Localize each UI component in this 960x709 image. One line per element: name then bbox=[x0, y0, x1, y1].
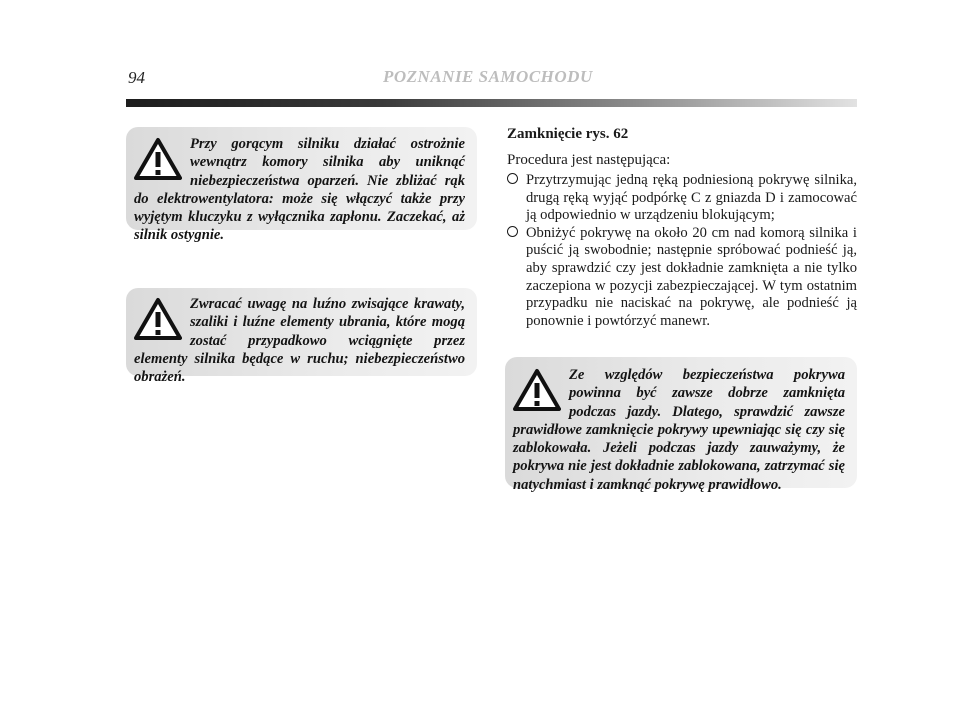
procedure-step bbox=[507, 172, 857, 225]
warning-box-hot-engine bbox=[126, 127, 477, 244]
procedure-step bbox=[507, 225, 857, 331]
section-heading: Zamknięcie rys. 62 bbox=[507, 126, 629, 142]
warning-triangle-icon bbox=[134, 137, 182, 181]
warning-text-hot-engine: Przy gorącym silniku działać ostrożnie wewnątrz komory silnika aby uniknąć niebezpieczeństwa oparzeń. Nie zbliżać rąk do elektrowentylatora: może się włączyć także przy wyjętym kluczyku z wyłącznika zapłonu. Zaczekać, aż silnik ostygnie. bbox=[134, 136, 465, 244]
warning-text-loose-clothing: Zwracać uwagę na luźno zwisające krawaty, szaliki i luźne elementy ubrania, które mogą zostać przypadkowo wciągnięte przez elementy silnika będące w ruchu; niebezpieczeństwo obrażeń. bbox=[134, 296, 465, 386]
warning-text-hood-closed: Ze względów bezpieczeństwa pokrywa powinna być zawsze dobrze zamknięta podczas jazdy. Dlatego, sprawdzić zawsze prawidłowe zamknięcie pokrywy upewniając się czy się zablokowała. Jeżeli podczas jazdy zauważymy, że pokrywa nie jest dokładnie zablokowana, zatrzymać się natychmiast i zamknąć pokrywę prawidłowo. bbox=[513, 367, 845, 493]
running-title: POZNANIE SAMOCHODU bbox=[383, 67, 593, 86]
header-rule bbox=[126, 99, 857, 107]
procedure-steps bbox=[507, 172, 857, 330]
circle-bullet-icon bbox=[507, 226, 518, 237]
warning-triangle-icon bbox=[513, 368, 561, 412]
warning-box-hood-closed bbox=[505, 357, 857, 493]
warning-box-loose-clothing bbox=[126, 288, 477, 386]
page-number: 94 bbox=[128, 68, 145, 87]
circle-bullet-icon bbox=[507, 173, 518, 184]
procedure-step-text: Przytrzymując jedną ręką podniesioną pokrywę silnika, drugą ręką wyjąć podpórkę C z gniazda D i zamocować ją odpowiednio w urządzeniu blokującym; bbox=[526, 172, 857, 224]
warning-triangle-icon bbox=[134, 297, 182, 341]
procedure-step-text: Obniżyć pokrywę na około 20 cm nad komorą silnika i puścić ją swobodnie; następnie spróbować podnieść ją, aby sprawdzić czy jest dokładnie zamknięta a nie tylko zaczepiona w pozycji zabezpieczającej. W tym ostatnim przypadku nie naciskać na pokrywę, ale podnieść ją ponownie i powtórzyć manewr. bbox=[526, 224, 857, 329]
procedure-intro: Procedura jest następująca: bbox=[507, 152, 671, 168]
